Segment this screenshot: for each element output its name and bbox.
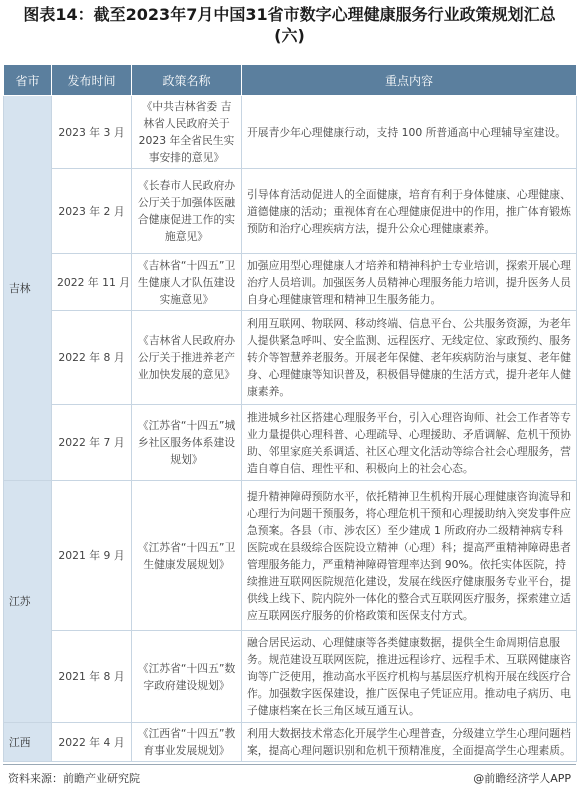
- header-key-content: 重点内容: [242, 65, 577, 96]
- policy-name-cell: 《江苏省“十四五”卫生健康发展规划》: [132, 481, 242, 631]
- date-cell: 2023 年 2 月: [52, 169, 132, 254]
- content-cell: 引导体育活动促进人的全面健康，培育有利于身体健康、心理健康、道德健康的活动；重视体育在心理健康促进中的作用，推广体育锻炼预防和治疗心理疾病方法，提升公众心理健康素养。: [242, 169, 577, 254]
- content-cell: 加强应用型心理健康人才培养和精神科护士专业培训，探索开展心理治疗人员培训。加强医务人员精神心理服务能力培训，提升医务人员自身心理健康管理和精神卫生服务能力。: [242, 254, 577, 311]
- table-row: [4, 96, 577, 169]
- date-cell: 2022 年 7 月: [52, 405, 132, 481]
- table-row: [4, 311, 577, 405]
- table-row: [4, 169, 577, 254]
- table-row: [4, 723, 577, 762]
- page-title: [0, 4, 579, 46]
- content-cell: 利用大数据技术常态化开展学生心理普查，分级建立学生心理问题档案，提高心理问题识别和危机干预精准度，全面提高学生心理素质。: [242, 723, 577, 762]
- content-cell: 推进城乡社区搭建心理服务平台，引入心理咨询师、社会工作者等专业力量提供心理科普、心理疏导、心理援助、矛盾调解、危机干预协助、邻里家庭关系调适、社区心理文化活动等综合社会心理服务，营造自尊自信、理性平和、积极向上的社会心态。: [242, 405, 577, 481]
- title-line-1: 图表14：截至2023年7月中国31省市数字心理健康服务行业政策规划汇总: [23, 5, 556, 24]
- policy-name-cell: 《吉林省“十四五”卫生健康人才队伍建设实施意见》: [132, 254, 242, 311]
- date-cell: 2022 年 4 月: [52, 723, 132, 762]
- province-cell-jiangxi: 江西: [4, 723, 52, 762]
- title-line-2: (六): [274, 26, 305, 45]
- source-note: 资料来源：前瞻产业研究院: [8, 772, 140, 785]
- date-cell: 2021 年 8 月: [52, 631, 132, 723]
- content-cell: 开展青少年心理健康行动，支持 100 所普通高中心理辅导室建设。: [242, 96, 577, 169]
- content-cell: 利用互联网、物联网、移动终端、信息平台、公共服务资源，为老年人提供紧急呼叫、安全监测、远程医疗、无线定位、家政预约、服务转介等智慧养老服务。开展老年保健、老年疾病防治与康复、老年健身、心理健康等知识普及，积极倡导健康的生活方式，提升老年人健康素养。: [242, 311, 577, 405]
- policy-name-cell: 《江苏省“十四五”数字政府建设规划》: [132, 631, 242, 723]
- header-date: 发布时间: [52, 65, 132, 96]
- date-cell: 2022 年 11 月: [52, 254, 132, 311]
- policy-table: [3, 64, 577, 762]
- policy-name-cell: 《长春市人民政府办公厅关于加强体医融合健康促进工作的实施意见》: [132, 169, 242, 254]
- table-header-row: [4, 65, 577, 96]
- date-cell: 2022 年 8 月: [52, 311, 132, 405]
- table-row: [4, 405, 577, 481]
- policy-name-cell: 《吉林省人民政府办公厅关于推进养老产业加快发展的意见》: [132, 311, 242, 405]
- header-policy-name: 政策名称: [132, 65, 242, 96]
- footer-divider: [3, 764, 576, 765]
- province-cell-jilin: 吉林: [4, 96, 52, 481]
- header-province: 省市: [4, 65, 52, 96]
- policy-name-cell: 《江苏省“十四五”城乡社区服务体系建设规划》: [132, 405, 242, 481]
- table-row: [4, 481, 577, 631]
- brand-credit: @前瞻经济学人APP: [473, 772, 571, 785]
- date-cell: 2021 年 9 月: [52, 481, 132, 631]
- province-cell-jiangsu: 江苏: [4, 481, 52, 723]
- table-row: [4, 631, 577, 723]
- policy-name-cell: 《中共吉林省委 吉林省人民政府关于2023 年全省民生实事安排的意见》: [132, 96, 242, 169]
- policy-name-cell: 《江西省“十四五”教育事业发展规划》: [132, 723, 242, 762]
- date-cell: 2023 年 3 月: [52, 96, 132, 169]
- table-row: [4, 254, 577, 311]
- content-cell: 融合居民运动、心理健康等各类健康数据，提供全生命周期信息服务。规范建设互联网医院，推进远程诊疗、远程手术、互联网健康咨询等广泛使用，推动高水平医疗机构与基层医疗机构开展在线医疗合作。加强数字医保建设，推广医保电子凭证应用。推动电子病历、电子健康档案在长三角区域互通互认。: [242, 631, 577, 723]
- content-cell: 提升精神障碍预防水平，依托精神卫生机构开展心理健康咨询流导和心理行为问题干预服务，将心理危机干预和心理援助纳入突发事件应急预案。各县（市、涉农区）至少建成 1 所政府办二级精神病专科医院或在县级综合医院设立精神（心理）科；提高严重精神障碍患者管理服务能力，严重精神障碍管理率达到 90%。依托实体医院，持续推进互联网医院规范化建设，发展在线医疗健康服务专业平台，提供线上线下、院内院外一体化的整合式互联网医疗服务，探索建立适应互联网医疗服务的价格政策和医保支付方式。: [242, 481, 577, 631]
